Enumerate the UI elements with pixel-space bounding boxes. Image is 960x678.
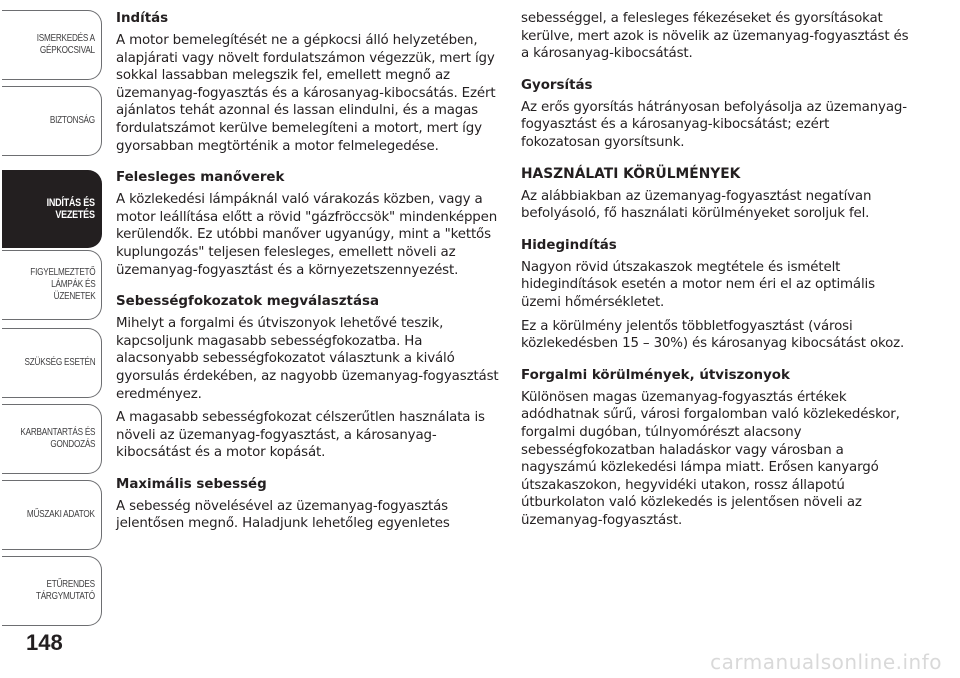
heading-felesleges-manoverek: Felesleges manőverek: [116, 170, 285, 186]
paragraph-hideginditas-2: Ez a körülmény jelentős többletfogyasztást (városi közlekedésben 15 – 30%) és károsanyag kibocsátást okoz.: [521, 318, 905, 352]
page-number: 148: [26, 630, 63, 655]
paragraph-hideginditas-1: Nagyon rövid útszakaszok megtétele és ismételt hidegindítások esetén a motor nem éri el az optimális üzemi hőmérsékletet.: [521, 259, 875, 310]
heading-sebessegfokozatok: Sebességfokozatok megválasztása: [116, 294, 379, 310]
heading-gyorsitas: Gyorsítás: [521, 77, 593, 93]
paragraph-forgalmi-korulmenyek: Különösen magas üzemanyag-fogyasztás értékek adódhatnak sűrű, városi forgalomban való közlekedéskor, forgalmi dugóban, túlnyomórészt alacsony sebességfokozatban haladáskor vagy városban a nagyszámú közlekedési lámpa miatt. Erősen kanyargó útszakaszokon, hegyvidéki utakon, rossz állapotú útburkolaton való közlekedés is jelentősen növeli az üzemanyag-fogyasztást.: [521, 389, 900, 528]
tab-label: INDÍTÁS ÉS VEZETÉS: [46, 197, 95, 221]
right-column: [521, 10, 911, 535]
tab-label: BIZTONSÁG: [49, 115, 95, 126]
tab-label: KARBANTARTÁS ÉS GONDOZÁS: [20, 427, 95, 450]
paragraph-gyorsitas: Az erős gyorsítás hátrányosan befolyásolja az üzemanyag-fogyasztást és a károsanyag-kibocsátást; ezért fokozatosan gyorsítsunk.: [521, 99, 907, 150]
tab-inditas-es-vezetes[interactable]: [2, 170, 102, 248]
heading-inditas: Indítás: [116, 11, 169, 26]
tab-szukseg-eseten[interactable]: [2, 328, 102, 398]
watermark: carmanualsonline.info: [710, 650, 942, 674]
paragraph-hasznalati-korulmenyek: Az alábbiakban az üzemanyag-fogyasztást negatívan befolyásoló, fő használati körülményeket soroljuk fel.: [521, 188, 872, 222]
tab-label: ISMERKEDÉS A GÉPKOCSIVAL: [36, 33, 95, 56]
tab-muszaki-adatok[interactable]: [2, 480, 102, 550]
paragraph-inditas: A motor bemelegítését ne a gépkocsi álló helyzetében, alapjárati vagy növelt fordulatszámon végezzük, mert így sokkal lassabban melegszik fel, emellett megnő az üzemanyag-fogyasztás és a károsanyag-kibocsátás. Ezért ajánlatos tehát azonnal és lassan elindulni, és a magas fordulatszámot kerülve bemelegíteni a motort, mert így gyorsabban megtörténik a motor felmelegedése.: [116, 33, 496, 154]
paragraph-sebessegfokozatok-2: A magasabb sebességfokozat célszerűtlen használata is növeli az üzemanyag-fogyasztást, a károsanyag-kibocsátást és a motor kopását.: [116, 410, 485, 461]
tab-targymutato[interactable]: [2, 556, 102, 626]
tab-label: FIGYELMEZTETŐ LÁMPÁK ÉS ÜZENETEK: [29, 267, 95, 302]
paragraph-continuation: sebességgel, a felesleges fékezéseket és gyorsításokat kerülve, mert azok is növelik az üzemanyag-fogyasztást és a károsanyag-kibocsátást.: [521, 11, 909, 62]
tab-label: MŰSZAKI ADATOK: [27, 509, 95, 520]
tab-karbantartas[interactable]: [2, 404, 102, 474]
paragraph-maximalis-sebesseg: A sebesség növelésével az üzemanyag-fogyasztás jelentősen megnő. Haladjunk lehetőleg egyenletes: [116, 498, 450, 532]
tab-label: ETŰRENDES TÁRGYMUTATÓ: [36, 579, 95, 602]
tab-biztonsag[interactable]: [2, 86, 102, 156]
tab-label: SZÜKSÉG ESETÉN: [24, 357, 95, 368]
heading-hideginditas: Hidegindítás: [521, 237, 617, 253]
sidebar-nav: [0, 0, 104, 620]
heading-hasznalati-korulmenyek: HASZNÁLATI KÖRÜLMÉNYEK: [521, 165, 741, 182]
left-column: [116, 10, 501, 539]
heading-forgalmi-korulmenyek: Forgalmi körülmények, útviszonyok: [521, 367, 790, 383]
paragraph-sebessegfokozatok-1: Mihelyt a forgalmi és útviszonyok lehetővé teszik, kapcsoljunk magasabb sebességfokozatba. Ha alacsonyabb sebességfokozatot választunk a kiváló gyorsulás érdekében, az nagyobb üzemanyag-fogyasztást eredményez.: [116, 316, 499, 402]
paragraph-felesleges-manoverek: A közlekedési lámpáknál való várakozás közben, vagy a motor leállítása előtt a rövid "gázfröccsök" mindenképpen kerülendők. Ez utóbbi manőver ugyanúgy, mint a "kettős kuplungozás" teljesen felesleges, emellett növeli az üzemanyag-fogyasztást és a környezetszennyezést.: [116, 192, 498, 278]
tab-ismerkedes[interactable]: [2, 10, 102, 80]
tab-figyelmezteto-lampak[interactable]: [2, 250, 102, 320]
heading-maximalis-sebesseg: Maximális sebesség: [116, 476, 267, 492]
